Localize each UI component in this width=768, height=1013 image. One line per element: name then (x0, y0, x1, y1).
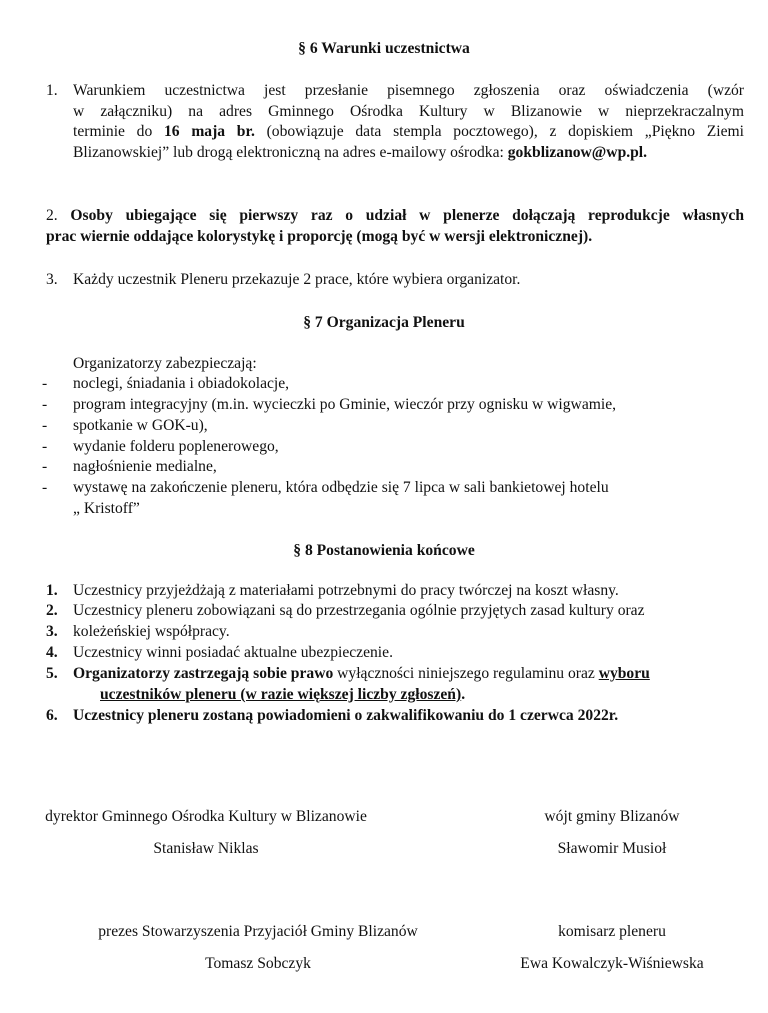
s7-item-1: noclegi, śniadania i obiadokolacje, (73, 375, 290, 392)
commissioner-title: komisarz pleneru (558, 923, 666, 940)
s7-item-4: wydanie folderu poplenerowego, (73, 438, 279, 455)
president-title: prezes Stowarzyszenia Przyjaciół Gminy Blizanów (98, 923, 418, 940)
s7-item-6: wystawę na zakończenie pleneru, która odbędzie się 7 lipca w sali bankietowej hotelu (73, 479, 609, 496)
s7-dash-5: - (42, 458, 48, 475)
s8-line-5-cont-underlined: uczestników pleneru (w razie większej liczby zgłoszeń) (100, 686, 462, 703)
s7-intro: Organizatorzy zabezpieczają: (73, 355, 257, 372)
section-8-heading: § 8 Postanowienia końcowe (293, 542, 475, 559)
s8-number-5: 5. (46, 665, 58, 682)
s8-line-1: Uczestnicy przyjeżdżają z materiałami potrzebnymi do pracy twórczej na koszt własny. (73, 582, 619, 599)
s6-item2-line1 (46, 206, 744, 227)
s8-number-2: 2. (46, 602, 58, 619)
s6-item1-line4-pre: Blizanowskiej” lub drogą elektroniczną na adres e-mailowy ośrodka: (73, 143, 508, 161)
mayor-name: Sławomir Musioł (557, 840, 667, 857)
mayor-title: wójt gminy Blizanów (544, 808, 680, 825)
s8-line-5-underlined: wyboru (598, 665, 650, 682)
section-6-heading: § 6 Warunki uczestnictwa (298, 40, 470, 57)
s8-line-5 (73, 664, 650, 685)
s6-item1-number: 1. (46, 82, 58, 99)
s8-number-6: 6. (46, 707, 58, 724)
s6-item2-line2: prac wiernie oddające kolorystykę i proporcję (mogą być w wersji elektronicznej). (46, 227, 593, 245)
s7-dash-3: - (42, 417, 48, 434)
s8-number-4: 4. (46, 644, 58, 661)
s7-item-2: program integracyjny (m.in. wycieczki po Gminie, wieczór przy ognisku w wigwamie, (73, 396, 617, 413)
s8-line-6: Uczestnicy pleneru zostaną powiadomieni o zakwalifikowaniu do 1 czerwca 2022r. (73, 707, 619, 724)
s8-number-1: 1. (46, 582, 58, 599)
s8-line-5-cont (100, 685, 465, 706)
s8-line-3: koleżeńskiej współpracy. (73, 623, 230, 640)
s6-item2 (46, 206, 744, 247)
commissioner-name: Ewa Kowalczyk-Wiśniewska (520, 955, 704, 972)
s6-item1-deadline: 16 maja br. (164, 123, 255, 141)
s6-item2-number: 2. (46, 207, 71, 224)
s7-dash-1: - (42, 375, 48, 392)
s8-line-4: Uczestnicy winni posiadać aktualne ubezpieczenie. (73, 644, 393, 661)
s6-item1-line3 (73, 122, 744, 143)
s8-number-3: 3. (46, 623, 58, 640)
s7-item-5: nagłośnienie medialne, (73, 458, 217, 475)
s7-dash-2: - (42, 396, 48, 413)
section-7-heading: § 7 Organizacja Pleneru (303, 314, 465, 331)
s8-line-5-bold: Organizatorzy zastrzegają sobie prawo (73, 665, 334, 682)
s8-line-2: Uczestnicy pleneru zobowiązani są do przestrzegania ogólnie przyjętych zasad kultury oraz (73, 602, 645, 619)
s6-item3-text: Każdy uczestnik Pleneru przekazuje 2 prace, które wybiera organizator. (73, 271, 521, 288)
s7-item-6-cont: „ Kristoff” (73, 500, 140, 517)
president-name: Tomasz Sobczyk (205, 955, 311, 972)
s7-dash-4: - (42, 438, 48, 455)
s7-dash-6: - (42, 479, 48, 496)
s6-item1-line3-post: (obowiązuje data stempla pocztowego), z dopiskiem „Piękno Ziemi (254, 123, 744, 141)
s6-item1-line2: w załączniku) na adres Gminnego Ośrodka Kultury w Blizanowie w nieprzekraczalnym (73, 102, 744, 120)
s6-item1-line3-pre: terminie do (73, 123, 164, 141)
s6-item2-line1-text: Osoby ubiegające się pierwszy raz o udział w plenerze dołączają reprodukcje własnych (70, 207, 744, 224)
s6-item1-line4 (73, 143, 744, 164)
s7-item-3: spotkanie w GOK-u), (73, 417, 208, 434)
director-title: dyrektor Gminnego Ośrodka Kultury w Blizanowie (45, 808, 367, 825)
s8-line-5-end: . (461, 686, 466, 703)
s8-line-5-mid: wyłączności niniejszego regulaminu oraz (333, 665, 599, 682)
s6-item3-number: 3. (46, 271, 58, 288)
s6-item1-line1: Warunkiem uczestnictwa jest przesłanie pisemnego zgłoszenia oraz oświadczenia (wzór (73, 82, 744, 99)
director-name: Stanisław Niklas (153, 840, 259, 857)
s6-item1-email: gokblizanow@wp.pl. (507, 143, 648, 161)
s6-item1-text (73, 81, 744, 163)
